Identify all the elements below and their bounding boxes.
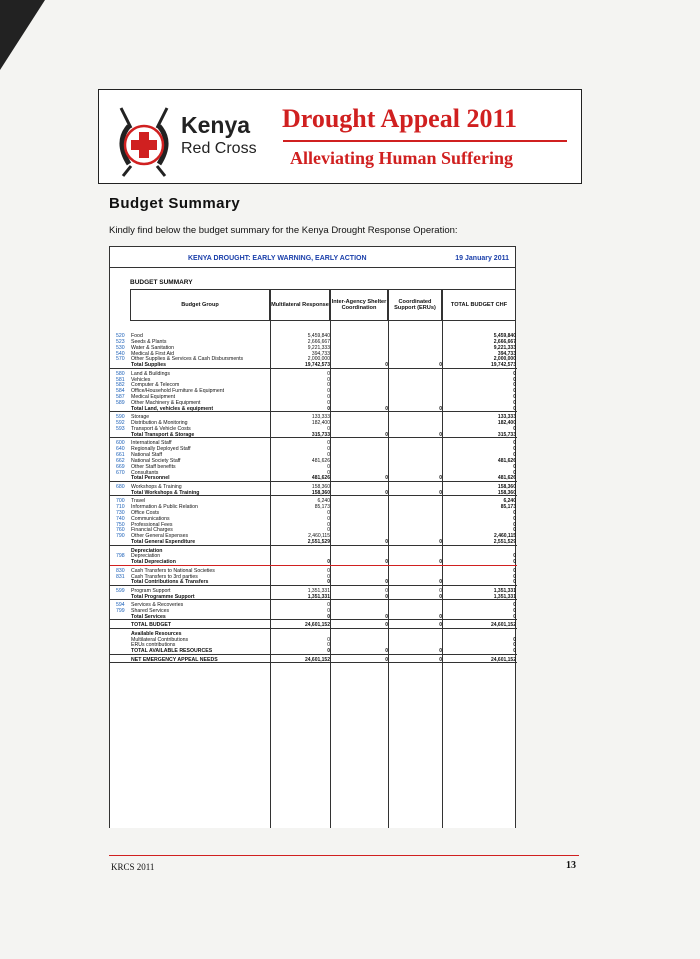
- row-code: 520: [116, 333, 125, 339]
- row-code: 587: [116, 394, 125, 401]
- row-code: 589: [116, 399, 125, 406]
- table-date: 19 January 2011: [455, 255, 509, 262]
- row-label: Information & Public Relation: [131, 503, 198, 510]
- cell-multilateral: 394,733: [311, 350, 330, 357]
- row-label: ERUs contributions: [131, 642, 176, 649]
- cell-multilateral: 0: [327, 509, 330, 516]
- title-divider: [283, 140, 567, 142]
- row-code: 582: [116, 382, 125, 389]
- cell-total: 0: [513, 642, 516, 649]
- cell-total: 0: [513, 648, 516, 655]
- row-label: Professional Fees: [131, 521, 173, 528]
- section-intro: Kindly find below the budget summary for the Kenya Drought Response Operation:: [109, 225, 458, 236]
- cell-shelter: 0: [385, 405, 388, 412]
- cell-multilateral: 0: [327, 607, 330, 614]
- cell-multilateral: 158,360: [311, 483, 330, 490]
- row-code: 750: [116, 521, 125, 528]
- scan-corner-shadow: [0, 0, 45, 70]
- appeal-title: Drought Appeal 2011: [282, 104, 518, 133]
- row-label: Total Supplies: [131, 362, 167, 369]
- row-code: 592: [116, 420, 125, 427]
- cell-total: 1,351,331: [493, 587, 516, 594]
- org-name-line-1: Kenya: [181, 112, 251, 138]
- row-label: TOTAL BUDGET: [131, 622, 172, 629]
- org-name-line-2: Red Cross: [181, 140, 257, 157]
- cell-total: 0: [513, 613, 516, 620]
- cell-multilateral: 9,221,333: [307, 344, 330, 351]
- row-label: Office/Household Furniture & Equipment: [131, 388, 225, 395]
- cell-shelter: 0: [385, 475, 388, 482]
- row-code: 600: [116, 440, 125, 447]
- cell-total: 394,733: [497, 350, 516, 357]
- row-label: TOTAL AVAILABLE RESOURCES: [131, 648, 213, 655]
- cell-total: 24,601,152: [490, 622, 516, 629]
- cell-multilateral: 481,626: [311, 475, 330, 482]
- cell-total: 2,551,529: [493, 539, 516, 546]
- row-label: Storage: [131, 414, 150, 421]
- cell-total: 481,626: [497, 475, 516, 482]
- row-code: 584: [116, 388, 125, 395]
- row-label: Total Workshops & Training: [131, 489, 200, 496]
- cell-total: 0: [513, 463, 516, 470]
- cell-multilateral: 0: [327, 636, 330, 643]
- cell-multilateral: 0: [327, 388, 330, 395]
- row-label: Land & Buildings: [131, 370, 170, 377]
- row-label: Depreciation: [131, 553, 161, 560]
- row-label: Workshops & Training: [131, 483, 182, 490]
- table-row: [110, 615, 517, 621]
- column-header-erus: Coordinated Support (ERUs): [388, 289, 442, 321]
- cell-multilateral: 2,551,529: [307, 539, 330, 546]
- cell-multilateral: 0: [327, 515, 330, 522]
- cell-multilateral: 0: [327, 425, 330, 432]
- cell-multilateral: 85,173: [314, 503, 330, 510]
- cell-total: 0: [513, 521, 516, 528]
- budget-table: [109, 246, 516, 828]
- cell-total: 0: [513, 440, 516, 447]
- column-header-multilateral: Multilateral Response: [270, 289, 330, 321]
- table-row: [110, 491, 517, 497]
- cell-erus: 0: [439, 489, 442, 496]
- row-label: NET EMERGENCY APPEAL NEEDS: [131, 656, 218, 663]
- cell-multilateral: 0: [327, 573, 330, 580]
- cell-erus: 0: [439, 431, 442, 438]
- cell-erus: 0: [439, 648, 442, 655]
- row-label: Total General Expenditure: [131, 539, 196, 546]
- row-label: Cash Transfers to 3rd parties: [131, 573, 198, 580]
- table-row: [110, 363, 517, 369]
- row-code: 670: [116, 469, 125, 476]
- cell-total: 0: [513, 399, 516, 406]
- table-row: [110, 511, 517, 517]
- row-label: Regionally Deployed Staff: [131, 446, 191, 453]
- cell-multilateral: 0: [327, 370, 330, 377]
- cell-total: 2,666,667: [493, 338, 516, 345]
- row-label: Cash Transfers to National Societies: [131, 567, 215, 574]
- row-label: Total Services: [131, 613, 166, 620]
- row-code: 740: [116, 515, 125, 522]
- row-label: Food: [131, 333, 143, 339]
- row-label: National Society Staff: [131, 457, 181, 464]
- column-header-total: TOTAL BUDGET CHF: [442, 289, 516, 321]
- row-code: 790: [116, 533, 125, 540]
- cell-total: 0: [513, 405, 516, 412]
- cell-total: 0: [513, 425, 516, 432]
- row-label: Other Machinery & Equipment: [131, 399, 201, 406]
- cell-multilateral: 0: [327, 440, 330, 447]
- table-title: KENYA DROUGHT: EARLY WARNING, EARLY ACTION: [188, 255, 367, 262]
- cell-multilateral: 19,742,573: [304, 362, 330, 369]
- cell-total: 0: [513, 469, 516, 476]
- row-label: Total Transport & Storage: [131, 431, 195, 438]
- cell-multilateral: 0: [327, 602, 330, 609]
- row-code: 831: [116, 573, 125, 580]
- table-row: [110, 372, 517, 378]
- cell-total: 0: [513, 376, 516, 383]
- cell-total: 0: [513, 579, 516, 586]
- cell-multilateral: 0: [327, 382, 330, 389]
- cell-multilateral: 0: [327, 451, 330, 458]
- row-label: Multilateral Contributions: [131, 636, 189, 643]
- table-row: [110, 476, 517, 482]
- row-code: 661: [116, 451, 125, 458]
- cell-total: 158,360: [497, 483, 516, 490]
- cell-erus: 0: [439, 362, 442, 369]
- cell-multilateral: 2,666,667: [307, 338, 330, 345]
- row-label: Available Resources: [131, 630, 182, 637]
- cell-multilateral: 0: [327, 613, 330, 620]
- row-label: Total Land, vehicles & equipment: [131, 405, 214, 412]
- table-row: [110, 407, 517, 413]
- section-heading: Budget Summary: [109, 195, 241, 212]
- row-code: 640: [116, 446, 125, 453]
- cell-multilateral: 1,351,331: [307, 587, 330, 594]
- cell-shelter: 0: [385, 489, 388, 496]
- cell-shelter: 0: [385, 579, 388, 586]
- table-row: [110, 658, 517, 664]
- cell-multilateral: 0: [327, 463, 330, 470]
- cell-shelter: 0: [385, 559, 388, 566]
- row-code: 580: [116, 370, 125, 377]
- cell-total: 0: [513, 573, 516, 580]
- table-row: [110, 595, 517, 601]
- row-label: Seeds & Plants: [131, 338, 167, 345]
- table-row: [110, 505, 517, 511]
- cell-shelter: 0: [385, 362, 388, 369]
- row-code: 798: [116, 553, 125, 560]
- cell-total: 5,459,840: [493, 333, 516, 339]
- cell-shelter: 0: [385, 593, 388, 600]
- table-title-rule: [110, 267, 515, 268]
- cell-erus: 0: [439, 579, 442, 586]
- row-label: Office Costs: [131, 509, 160, 516]
- row-label: Travel: [131, 498, 146, 505]
- cell-total: 0: [513, 607, 516, 614]
- table-row: [110, 560, 517, 566]
- cell-erus: 0: [439, 622, 442, 629]
- row-label: Depreciation: [131, 547, 163, 554]
- row-code: 570: [116, 356, 125, 363]
- cell-multilateral: 315,733: [311, 431, 330, 438]
- row-label: Shared Services: [131, 607, 170, 614]
- cell-total: 0: [513, 451, 516, 458]
- table-row: [110, 540, 517, 546]
- cell-multilateral: 481,626: [311, 457, 330, 464]
- cell-multilateral: 6,240: [317, 498, 330, 505]
- cell-total: 182,400: [497, 420, 516, 427]
- cell-total: 2,460,115: [494, 533, 516, 540]
- row-label: Other General Expenses: [131, 533, 189, 540]
- cell-multilateral: 0: [327, 567, 330, 574]
- row-label: Water & Sanitation: [131, 344, 175, 351]
- cell-total: 0: [513, 509, 516, 516]
- cell-multilateral: 0: [327, 394, 330, 401]
- row-label: Consultants: [131, 469, 159, 476]
- cell-shelter: 0: [385, 587, 388, 594]
- cell-multilateral: 0: [327, 648, 330, 655]
- table-row: [110, 649, 517, 655]
- row-label: Total Contributions & Transfers: [131, 579, 209, 586]
- row-code: 680: [116, 483, 125, 490]
- cell-multilateral: 1,351,331: [307, 593, 330, 600]
- cell-erus: 0: [439, 656, 442, 663]
- cell-total: 158,360: [497, 489, 516, 496]
- row-label: Distribution & Monitoring: [131, 420, 188, 427]
- row-label: Vehicles: [131, 376, 151, 383]
- row-label: Communications: [131, 515, 170, 522]
- cell-shelter: 0: [385, 622, 388, 629]
- cell-total: 19,742,573: [490, 362, 516, 369]
- cell-erus: 0: [439, 587, 442, 594]
- row-code: 760: [116, 527, 125, 534]
- cell-shelter: 0: [385, 648, 388, 655]
- row-code: 530: [116, 344, 125, 351]
- cell-total: 0: [513, 602, 516, 609]
- cell-multilateral: 133,333: [311, 414, 330, 421]
- cell-multilateral: 158,360: [311, 489, 330, 496]
- row-code: 593: [116, 425, 125, 432]
- cell-total: 85,173: [500, 503, 516, 510]
- row-label: Total Depreciation: [131, 559, 176, 566]
- appeal-tagline: Alleviating Human Suffering: [290, 148, 514, 168]
- row-label: Medical & First Aid: [131, 350, 174, 357]
- cell-shelter: 0: [385, 613, 388, 620]
- cell-total: 0: [513, 559, 516, 566]
- cell-total: 133,333: [497, 414, 516, 421]
- row-code: 799: [116, 607, 125, 614]
- cell-multilateral: 24,601,152: [304, 656, 330, 663]
- footer-divider: [109, 855, 579, 856]
- table-row: [110, 447, 517, 453]
- kenya-red-cross-logo-icon: [109, 100, 179, 178]
- row-code: 662: [116, 457, 125, 464]
- row-label: Medical Equipment: [131, 394, 176, 401]
- row-label: Financial Charges: [131, 527, 173, 534]
- cell-total: 24,601,152: [490, 656, 516, 663]
- row-label: Other Staff benefits: [131, 463, 176, 470]
- cell-multilateral: 0: [327, 399, 330, 406]
- cell-erus: 0: [439, 593, 442, 600]
- row-label: Computer & Telecom: [131, 382, 180, 389]
- cell-total: 315,733: [497, 431, 516, 438]
- cell-multilateral: 0: [327, 446, 330, 453]
- cell-shelter: 0: [385, 431, 388, 438]
- cell-erus: 0: [439, 539, 442, 546]
- row-label: Program Support: [131, 587, 171, 594]
- appeal-header: [98, 89, 582, 184]
- row-label: Services & Recoveries: [131, 602, 184, 609]
- footer-org-year: KRCS 2011: [111, 862, 155, 872]
- cell-multilateral: 182,400: [311, 420, 330, 427]
- row-code: 599: [116, 587, 125, 594]
- row-label: Transport & Vehicle Costs: [131, 425, 191, 432]
- cell-total: 0: [513, 527, 516, 534]
- cell-multilateral: 0: [327, 642, 330, 649]
- cell-total: 0: [513, 370, 516, 377]
- cell-multilateral: 2,000,000: [307, 356, 330, 363]
- row-code: 700: [116, 498, 125, 505]
- cell-shelter: 0: [385, 656, 388, 663]
- cell-total: 481,626: [497, 457, 516, 464]
- cell-total: 2,000,000: [493, 356, 516, 363]
- cell-multilateral: 24,601,152: [304, 622, 330, 629]
- row-code: 594: [116, 602, 125, 609]
- cell-shelter: 0: [385, 539, 388, 546]
- cell-erus: 0: [439, 613, 442, 620]
- row-code: 590: [116, 414, 125, 421]
- row-label: Total Programme Support: [131, 593, 195, 600]
- cell-multilateral: 0: [327, 559, 330, 566]
- table-row: [110, 549, 517, 555]
- cell-total: 0: [513, 567, 516, 574]
- row-label: National Staff: [131, 451, 163, 458]
- row-label: Total Personnel: [131, 475, 170, 482]
- row-code: 669: [116, 463, 125, 470]
- column-header-budget-group: Budget Group: [130, 289, 270, 321]
- cell-total: 1,351,331: [493, 593, 516, 600]
- table-row: [110, 433, 517, 439]
- cell-multilateral: 0: [327, 579, 330, 586]
- cell-total: 0: [513, 553, 516, 560]
- page-number: 13: [566, 860, 576, 871]
- row-code: 730: [116, 509, 125, 516]
- row-code: 581: [116, 376, 125, 383]
- cell-multilateral: 0: [327, 376, 330, 383]
- row-code: 540: [116, 350, 125, 357]
- cell-multilateral: 2,460,115: [308, 533, 330, 540]
- row-label: International Staff: [131, 440, 172, 447]
- cell-total: 0: [513, 515, 516, 522]
- cell-total: 0: [513, 394, 516, 401]
- table-row: [110, 623, 517, 629]
- cell-multilateral: 0: [327, 405, 330, 412]
- cell-multilateral: 0: [327, 469, 330, 476]
- cell-erus: 0: [439, 475, 442, 482]
- cell-multilateral: 0: [327, 521, 330, 528]
- table-row: [110, 609, 517, 615]
- cell-erus: 0: [439, 559, 442, 566]
- cell-multilateral: 0: [327, 527, 330, 534]
- column-header-shelter: Inter-Agency Shelter Coordination: [330, 289, 388, 321]
- row-code: 710: [116, 503, 125, 510]
- table-row: [110, 603, 517, 609]
- cell-total: 6,240: [503, 498, 516, 505]
- cell-multilateral: 5,459,840: [307, 333, 330, 339]
- table-row: [110, 580, 517, 586]
- table-subtitle: BUDGET SUMMARY: [130, 279, 193, 286]
- cell-total: 0: [513, 388, 516, 395]
- cell-total: 0: [513, 446, 516, 453]
- table-row: [110, 465, 517, 471]
- cell-erus: 0: [439, 405, 442, 412]
- row-code: 830: [116, 567, 125, 574]
- cell-total: 0: [513, 636, 516, 643]
- cell-total: 9,221,333: [493, 344, 516, 351]
- row-code: 523: [116, 338, 125, 345]
- cell-total: 0: [513, 382, 516, 389]
- row-label: Other Supplies & Services & Cash Disbursments: [131, 356, 244, 363]
